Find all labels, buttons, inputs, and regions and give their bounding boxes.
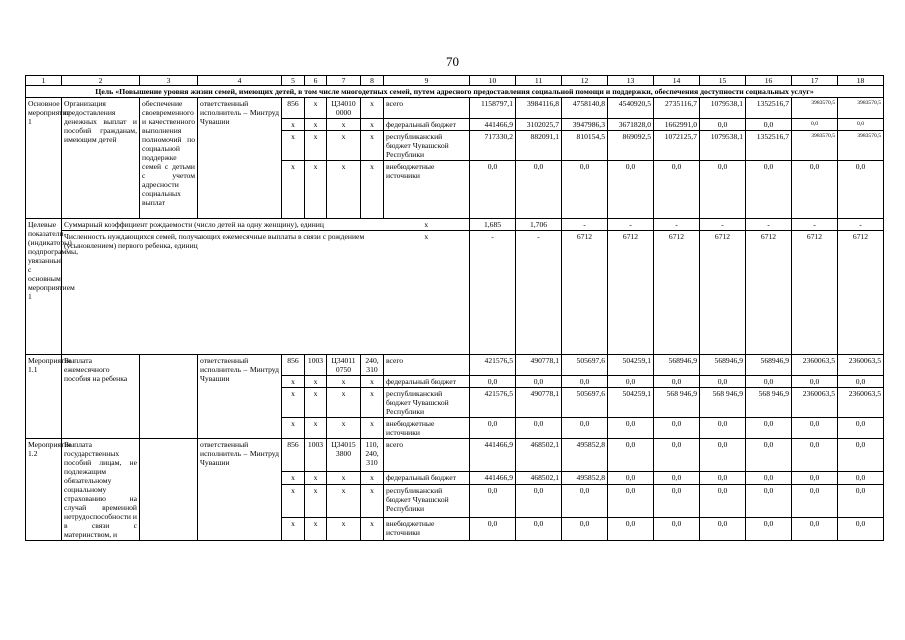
value-cell: 2360063,5 [792,388,838,418]
header-cell: 8 [361,76,384,86]
x-mark: x [305,517,327,540]
value-cell: 810154,5 [562,131,608,161]
value-cell: 0,0 [792,439,838,472]
value-cell: 0,0 [562,418,608,439]
value-cell: 0,0 [746,418,792,439]
value-cell: 0,0 [516,161,562,219]
value-cell: 1662991,0 [654,119,700,131]
code-cell: 856 [282,439,305,472]
value-cell: 0,0 [470,418,516,439]
value-cell: 1079538,1 [700,131,746,161]
value-cell: 3671828,0 [608,119,654,131]
value-cell: 1158797,1 [470,98,516,119]
x-mark: x [305,485,327,518]
value-cell: 2360063,5 [838,355,884,376]
x-mark: x [327,485,361,518]
value-cell: - [562,219,608,231]
value-cell: 0,0 [654,471,700,484]
value-cell: - [838,219,884,231]
value-cell: 0,0 [654,439,700,472]
funding-row-total [26,355,884,376]
value-cell: 1072125,7 [654,131,700,161]
value-cell: 1079538,1 [700,98,746,119]
value-cell: 6712 [838,231,884,355]
header-cell: 17 [792,76,838,86]
value-cell: - [516,231,562,355]
event-executor: ответственный исполнитель – Минтруд Чувашии [198,98,282,219]
value-cell: 0,0 [562,485,608,518]
x-mark: x [305,418,327,439]
indicators-block [26,219,884,355]
value-cell: 0,0 [700,485,746,518]
code-cell: x [361,98,384,119]
x-mark: x [361,471,384,484]
value-cell: 0,0 [792,418,838,439]
value-cell: 0,0 [700,119,746,131]
value-cell: 2735116,7 [654,98,700,119]
value-cell: 441466,9 [470,471,516,484]
value-cell: 495852,8 [562,439,608,472]
x-mark: x [361,131,384,161]
value-cell: 0,0 [516,376,562,388]
indicator-row [26,219,884,231]
value-cell: 1,685 [470,219,516,231]
value-cell: 0,0 [470,161,516,219]
event-executor: ответственный исполнитель – Минтруд Чувашии [198,355,282,439]
funding-source: республиканский бюджет Чувашской Республики [384,131,470,161]
value-cell: - [470,231,516,355]
header-cell: 11 [516,76,562,86]
event-purpose [140,439,198,541]
value-cell: 0,0 [470,517,516,540]
value-cell: 568946,9 [700,355,746,376]
x-mark: x [327,131,361,161]
indicators-label: Целевые показатели (индикаторы) подпрограммы, увязанные с основным мероприятием 1 [26,219,62,355]
funding-source: внебюджетные источники [384,517,470,540]
value-cell: 3984116,8 [516,98,562,119]
value-cell: 421576,5 [470,355,516,376]
x-mark: x [305,119,327,131]
value-cell: 0,0 [562,161,608,219]
value-cell: 0,0 [838,119,884,131]
value-cell: 0,0 [608,376,654,388]
value-cell: 568 946,9 [746,388,792,418]
header-cell: 7 [327,76,361,86]
value-cell: 0,0 [792,376,838,388]
value-cell: 6712 [608,231,654,355]
value-cell: 441466,9 [470,119,516,131]
value-cell: 6712 [792,231,838,355]
value-cell: 3983570,5 [792,98,838,119]
header-cell: 5 [282,76,305,86]
x-mark: x [384,231,470,355]
value-cell: 0,0 [516,418,562,439]
value-cell: 0,0 [792,161,838,219]
value-cell: 568946,9 [746,355,792,376]
value-cell: 0,0 [700,517,746,540]
value-cell: 0,0 [746,471,792,484]
value-cell: - [700,219,746,231]
value-cell: 505697,6 [562,355,608,376]
event-executor: ответственный исполнитель – Минтруд Чувашии [198,439,282,541]
header-cell: 2 [62,76,140,86]
value-cell: 0,0 [654,161,700,219]
header-cell: 4 [198,76,282,86]
block-event-1-2 [26,439,884,541]
column-numbers-row [26,76,884,86]
value-cell: 0,0 [608,471,654,484]
value-cell: 0,0 [700,161,746,219]
x-mark: x [305,471,327,484]
funding-source: всего [384,355,470,376]
value-cell: 0,0 [838,517,884,540]
block-main-event-1 [26,98,884,219]
goal-row [26,86,884,98]
value-cell: 468502,1 [516,439,562,472]
value-cell: 0,0 [700,471,746,484]
value-cell: 0,0 [792,485,838,518]
value-cell: 0,0 [746,485,792,518]
code-cell: 240, 310 [361,355,384,376]
value-cell: - [608,219,654,231]
value-cell: 568946,9 [654,355,700,376]
event-description: Выплата государственных пособий лицам, не подлежащим обязательному социальному страхованию на случай временной нетрудоспособности и в связи с материнством, и [62,439,140,541]
page-number: 70 [446,54,459,69]
funding-row-total [26,98,884,119]
funding-row-total [26,439,884,472]
x-mark: x [361,418,384,439]
code-cell: Ц34011 0750 [327,355,361,376]
x-mark: x [361,485,384,518]
value-cell: 0,0 [700,439,746,472]
header-cell: 1 [26,76,62,86]
value-cell: 0,0 [470,485,516,518]
value-cell: 0,0 [838,471,884,484]
value-cell: 1352516,7 [746,98,792,119]
code-cell: 1003 [305,439,327,472]
value-cell: 0,0 [608,485,654,518]
value-cell: 421576,5 [470,388,516,418]
value-cell: 1,706 [516,219,562,231]
event-purpose [140,355,198,439]
event-purpose: обеспечение своевременного и качественного выполнения полномочий по социальной поддержке семей с детьми с учетом адресности социальных выплат [140,98,198,219]
code-cell: x [305,98,327,119]
value-cell: 0,0 [654,418,700,439]
x-mark: x [327,517,361,540]
value-cell: 6712 [654,231,700,355]
value-cell: 4540920,5 [608,98,654,119]
indicator-row [26,231,884,355]
x-mark: x [361,161,384,219]
value-cell: 0,0 [838,485,884,518]
value-cell: 468502,1 [516,471,562,484]
value-cell: 0,0 [838,439,884,472]
value-cell: 0,0 [608,517,654,540]
x-mark: x [361,388,384,418]
x-mark: x [327,376,361,388]
header-cell: 12 [562,76,608,86]
value-cell: 3947986,3 [562,119,608,131]
x-mark: x [282,131,305,161]
value-cell: 505697,6 [562,388,608,418]
value-cell: 0,0 [516,517,562,540]
funding-source: всего [384,98,470,119]
x-mark: x [327,388,361,418]
value-cell: 882091,1 [516,131,562,161]
code-cell: 856 [282,355,305,376]
value-cell: 3983570,5 [838,98,884,119]
value-cell: 0,0 [838,418,884,439]
event-title: Мероприятие 1.2 [26,439,62,541]
x-mark: x [282,388,305,418]
code-cell: 856 [282,98,305,119]
value-cell: 0,0 [792,517,838,540]
value-cell: 0,0 [746,439,792,472]
goal-text: Цель «Повышение уровня жизни семей, имеющих детей, в том числе многодетных семей, путем адресного предоставления социальной помощи и поддержки, обеспечения доступности социальных услуг» [26,86,884,98]
header-cell: 3 [140,76,198,86]
x-mark: x [282,119,305,131]
value-cell: 0,0 [838,161,884,219]
code-cell: 110, 240, 310 [361,439,384,472]
indicator-text: Численность нуждающихся семей, получающих ежемесячные выплаты в связи с рождением (усыновлением) первого ребенка, единиц [62,231,384,355]
value-cell: 3983570,5 [838,131,884,161]
x-mark: x [327,471,361,484]
value-cell: 717330,2 [470,131,516,161]
funding-source: всего [384,439,470,472]
x-mark: x [361,376,384,388]
value-cell: 0,0 [562,376,608,388]
value-cell: 441466,9 [470,439,516,472]
x-mark: x [361,119,384,131]
x-mark: x [327,418,361,439]
value-cell: - [654,219,700,231]
x-mark: x [282,485,305,518]
event-title: Мероприятие 1.1 [26,355,62,439]
block-event-1-1 [26,355,884,439]
value-cell: 0,0 [700,376,746,388]
x-mark: x [327,119,361,131]
funding-source: федеральный бюджет [384,119,470,131]
x-mark: x [305,131,327,161]
value-cell: 0,0 [562,517,608,540]
value-cell: 0,0 [608,439,654,472]
value-cell: 0,0 [746,376,792,388]
value-cell: 490778,1 [516,355,562,376]
value-cell: 6712 [746,231,792,355]
event-title: Основное мероприятие 1 [26,98,62,219]
header-cell: 10 [470,76,516,86]
value-cell: 869092,5 [608,131,654,161]
x-mark: x [305,161,327,219]
value-cell: 504259,1 [608,388,654,418]
funding-source: республиканский бюджет Чувашской Республики [384,388,470,418]
header-cell: 14 [654,76,700,86]
value-cell: - [746,219,792,231]
x-mark: x [282,517,305,540]
program-table [25,75,884,541]
value-cell: 2360063,5 [792,355,838,376]
x-mark: x [327,161,361,219]
indicator-text: Суммарный коэффициент рождаемости (число детей на одну женщину), единиц [62,219,384,231]
value-cell: 1352516,7 [746,131,792,161]
funding-source: федеральный бюджет [384,471,470,484]
value-cell: 0,0 [654,485,700,518]
value-cell: 0,0 [746,161,792,219]
value-cell: 0,0 [746,119,792,131]
header-cell: 9 [384,76,470,86]
value-cell: 3102025,7 [516,119,562,131]
header-cell: 16 [746,76,792,86]
code-cell: Ц34010 0000 [327,98,361,119]
value-cell: 0,0 [470,376,516,388]
value-cell: 0,0 [654,517,700,540]
funding-source: федеральный бюджет [384,376,470,388]
value-cell: 0,0 [746,517,792,540]
x-mark: x [305,388,327,418]
value-cell: 0,0 [700,418,746,439]
value-cell: 6712 [700,231,746,355]
value-cell: - [792,219,838,231]
event-description: Выплата ежемесячного пособия на ребенка [62,355,140,439]
value-cell: 0,0 [838,376,884,388]
value-cell: 6712 [562,231,608,355]
x-mark: x [282,376,305,388]
x-mark: x [305,376,327,388]
code-cell: 1003 [305,355,327,376]
x-mark: x [282,418,305,439]
header-cell: 13 [608,76,654,86]
value-cell: 0,0 [654,376,700,388]
x-mark: x [361,517,384,540]
value-cell: 0,0 [608,161,654,219]
funding-source: республиканский бюджет Чувашской Республики [384,485,470,518]
value-cell: 4758140,8 [562,98,608,119]
value-cell: 568 946,9 [700,388,746,418]
value-cell: 0,0 [792,119,838,131]
x-mark: x [282,471,305,484]
value-cell: 568 946,9 [654,388,700,418]
funding-source: внебюджетные источники [384,161,470,219]
value-cell: 490778,1 [516,388,562,418]
value-cell: 3983570,5 [792,131,838,161]
event-description: Организация предоставления денежных выплат и пособий гражданам, имеющим детей [62,98,140,219]
header-cell: 15 [700,76,746,86]
value-cell: 0,0 [516,485,562,518]
value-cell: 495852,8 [562,471,608,484]
header-cell: 18 [838,76,884,86]
value-cell: 0,0 [792,471,838,484]
value-cell: 2360063,5 [838,388,884,418]
header-cell: 6 [305,76,327,86]
value-cell: 504259,1 [608,355,654,376]
x-mark: x [282,161,305,219]
x-mark: x [384,219,470,231]
value-cell: 0,0 [608,418,654,439]
code-cell: Ц34015 3800 [327,439,361,472]
funding-source: внебюджетные источники [384,418,470,439]
